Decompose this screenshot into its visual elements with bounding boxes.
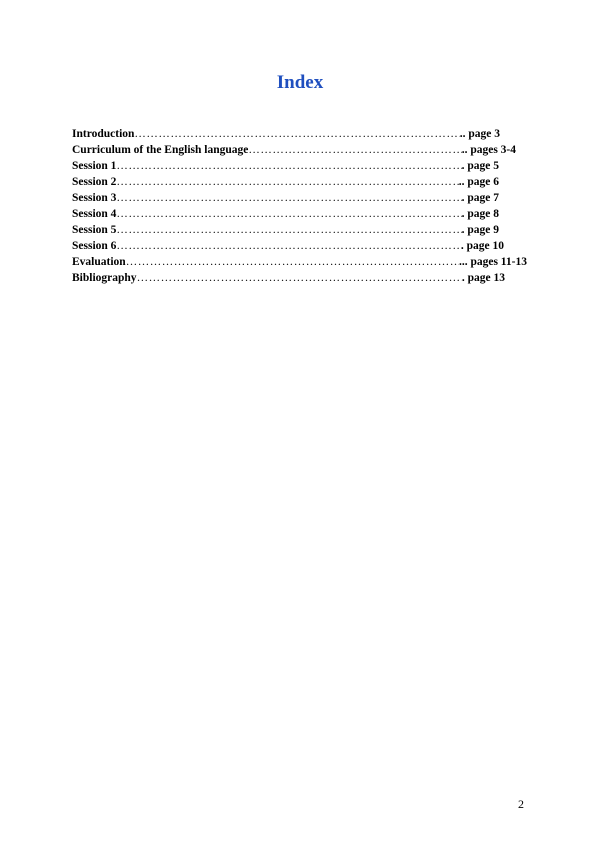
- toc-entry-label: Session 4: [72, 208, 117, 220]
- toc-entry-session-5[interactable]: [72, 224, 532, 240]
- toc-entry-page: ... pages 11-13: [458, 256, 527, 268]
- toc-entry-page: . page 8: [461, 208, 499, 220]
- page-number: 2: [518, 797, 524, 811]
- toc-entry-bibliography[interactable]: [72, 272, 532, 288]
- toc-entry-session-3[interactable]: [72, 192, 532, 208]
- toc-entry-page: .. pages 3-4: [461, 144, 516, 156]
- toc-entry-label: Introduction: [72, 128, 135, 140]
- toc-entry-evaluation[interactable]: [72, 256, 532, 272]
- toc-entry-page: . page 7: [461, 192, 499, 204]
- toc-entry-page: . page 5: [461, 160, 499, 172]
- dot-leader: [116, 160, 461, 172]
- dot-leader: [137, 272, 462, 284]
- dot-leader: [134, 128, 459, 140]
- toc-entry-page: .. page 6: [458, 176, 499, 188]
- toc-entry-curriculum[interactable]: [72, 144, 532, 160]
- toc-entry-label: Session 6: [72, 240, 117, 252]
- dot-leader: [126, 256, 459, 268]
- toc-entry-introduction[interactable]: [72, 128, 532, 144]
- toc-entry-label: Curriculum of the English language: [72, 144, 249, 156]
- toc-entry-label: Session 2: [72, 176, 117, 188]
- dot-leader: [116, 192, 461, 204]
- dot-leader: [116, 224, 461, 236]
- dot-leader: [116, 208, 461, 220]
- toc-entry-session-4[interactable]: [72, 208, 532, 224]
- dot-leader: [116, 240, 460, 252]
- dot-leader: [248, 144, 461, 156]
- toc-entry-label: Session 1: [72, 160, 117, 172]
- toc-entry-page: . page 9: [461, 224, 499, 236]
- toc-entry-label: Session 3: [72, 192, 117, 204]
- toc-entry-session-2[interactable]: [72, 176, 532, 192]
- toc-entry-page: .. page 3: [459, 128, 500, 140]
- table-of-contents: [72, 128, 532, 288]
- dot-leader: [116, 176, 458, 188]
- page-title: Index: [276, 72, 324, 93]
- toc-entry-page: . page 13: [461, 272, 505, 284]
- toc-entry-session-6[interactable]: [72, 240, 532, 256]
- toc-entry-page: . page 10: [460, 240, 504, 252]
- toc-entry-label: Session 5: [72, 224, 117, 236]
- toc-entry-label: Evaluation: [72, 256, 126, 268]
- toc-entry-label: Bibliography: [72, 272, 137, 284]
- toc-entry-session-1[interactable]: [72, 160, 532, 176]
